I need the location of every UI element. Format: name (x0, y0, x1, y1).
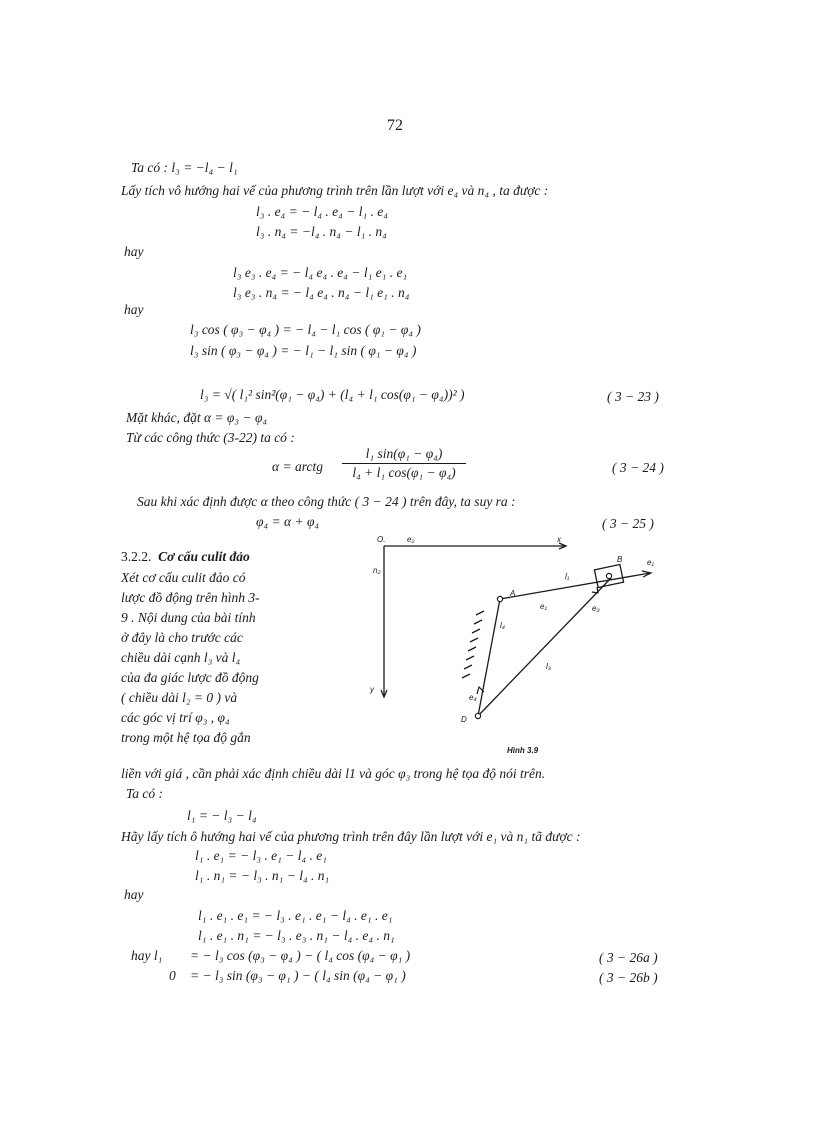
equation: l₃ e₃ . n₄ = − l₄ e₄ . n₄ − l₁ e₁ . n₄ (233, 285, 410, 300)
label-o: O. (377, 535, 386, 544)
paragraph-line: lược đồ động trên hình 3- (121, 590, 260, 605)
label-d: D (461, 715, 467, 724)
joint-b (606, 573, 611, 578)
joint-d (475, 713, 480, 718)
equation: l₃ sin ( φ₃ − φ₄ ) = − l₁ − l₁ sin ( φ₁ − φ₄ ) (190, 343, 417, 358)
equation-3-23: l₃ = √( l₁² sin²(φ₁ − φ₄) + (l₄ + l₁ cos(φ₁ − φ₄))² ) (200, 387, 465, 402)
equation-3-26a: = − l₃ cos (φ₃ − φ₄ ) − ( l₄ cos (φ₄ − φ₁ ) (190, 948, 411, 963)
equation-number: ( 3 − 26b ) (599, 970, 658, 985)
label-n2: n₂ (373, 566, 381, 575)
word-hay: hay (124, 244, 144, 259)
ground-hatch (472, 629, 480, 633)
equation-number: ( 3 − 26a ) (599, 950, 658, 965)
link-l1 (500, 573, 650, 599)
equation-3-24-lhs: α = arctg (272, 459, 323, 474)
label-e4: e₄ (469, 693, 477, 702)
label-e1-mid: e₁ (540, 602, 547, 611)
label-x: x (557, 535, 561, 544)
figure-3-9 (360, 530, 670, 760)
equation-number: ( 3 − 23 ) (607, 389, 659, 404)
ground-hatch (474, 620, 482, 624)
label-e1-top: e₁ (647, 558, 654, 567)
ground-hatch (468, 647, 476, 651)
label-l3: l₃ (546, 662, 551, 671)
equation-3-26b: = − l₃ sin (φ₃ − φ₁ ) − ( l₄ sin (φ₄ − φ₁ ) (190, 968, 406, 983)
equation-number: ( 3 − 24 ) (612, 460, 664, 475)
section-number: 3.2.2. (121, 549, 152, 564)
paragraph-continuation: liền với giá , cần phải xác định chiều dài l1 và góc φ₃ trong hệ tọa độ nói trên. (121, 766, 546, 781)
equation: l₁ . e₁ = − l₃ . e₁ − l₄ . e₁ (195, 848, 327, 863)
equation: l₃ . e₄ = − l₄ . e₄ − l₁ . e₄ (256, 204, 388, 219)
equation-number: ( 3 − 25 ) (602, 516, 654, 531)
equation: l₃ e₃ . e₄ = − l₄ e₄ . e₄ − l₁ e₁ . e₁ (233, 265, 408, 280)
paragraph-line: trong một hệ tọa độ gắn (121, 730, 251, 745)
equation: l₁ . n₁ = − l₃ . n₁ − l₄ . n₁ (195, 868, 330, 883)
equation: l₁ . e₁ . e₁ = − l₃ . e₁ . e₁ − l₄ . e₁ . e₁ (198, 908, 393, 923)
joint-a (497, 596, 502, 601)
equation: l₃ . n₄ = −l₄ . n₄ − l₁ . n₄ (256, 224, 387, 239)
equation: l₁ . e₁ . n₁ = − l₃ . e₃ . n₁ − l₄ . e₄ . n₁ (198, 928, 395, 943)
fraction-numerator: l₁ sin(φ₁ − φ₄) (365, 446, 443, 461)
intro-line-1: Ta có : l₃ = −l₄ − l₁ (131, 160, 238, 175)
equation: l₃ cos ( φ₃ − φ₄ ) = − l₄ − l₁ cos ( φ₁ − φ₄ ) (190, 322, 421, 337)
paragraph-line: ( chiều dài l₂ = 0 ) và (121, 690, 238, 705)
label-b: B (617, 555, 623, 564)
section-heading (121, 549, 250, 565)
label-a: A (510, 589, 516, 598)
text-line: Sau khi xác định được α theo công thức ( 3 − 24 ) trên đây, ta suy ra : (137, 494, 516, 509)
ground-hatch (476, 611, 484, 615)
ground-hatch (464, 665, 472, 669)
word-hay: hay (124, 302, 144, 317)
equation-l1: l₁ = − l₃ − l₄ (187, 808, 257, 823)
fraction-bar (342, 463, 466, 464)
word-hay: hay (124, 887, 144, 902)
fraction-denominator: l₄ + l₁ cos(φ₁ − φ₄) (352, 465, 456, 480)
link-l4 (478, 599, 500, 716)
text-line: Ta có : (126, 786, 164, 801)
text-line: Hãy lấy tích ô hướng hai vế của phương trình trên đây lần lượt với e₁ và n₁ tã được : (121, 829, 581, 844)
label-e2: e₂ (407, 535, 415, 544)
text-line: Từ các công thức (3-22) ta có : (126, 430, 295, 445)
page-number: 72 (387, 117, 403, 134)
equation-3-26b-prefix: 0 (169, 968, 176, 983)
paragraph-line: 9 . Nội dung của bài tính (121, 610, 256, 625)
label-y: y (370, 685, 374, 694)
section-title: Cơ cấu culit đảo (158, 549, 250, 564)
equation-3-26a-prefix: hay l₁ (131, 948, 163, 963)
paragraph-line: các góc vị trí φ₃ , φ₄ (121, 710, 230, 725)
label-l1: l₁ (565, 572, 570, 581)
paragraph-line: của đa giác lược đồ động (121, 670, 259, 685)
label-l4: l₄ (500, 621, 505, 630)
label-e3: e₃ (592, 604, 600, 613)
ground-hatch (466, 656, 474, 660)
paragraph-line: chiều dài cạnh l₃ và l₄ (121, 650, 241, 665)
ground-hatch (462, 674, 470, 678)
figure-caption: Hình 3.9 (507, 746, 539, 755)
paragraph-line: ở đây là cho trước các (121, 630, 243, 645)
ground-hatch (470, 638, 478, 642)
equation-3-25: φ₄ = α + φ₄ (256, 514, 320, 529)
text-line: Mặt khác, đặt α = φ₃ − φ₄ (126, 410, 268, 425)
paragraph-line: Xét cơ cấu culit đảo có (121, 570, 246, 585)
equation-3-24-fraction (342, 446, 466, 481)
intro-line-2: Lấy tích vô hướng hai vế của phương trình trên lần lượt với e₄ và n₄ , ta được : (121, 183, 549, 198)
